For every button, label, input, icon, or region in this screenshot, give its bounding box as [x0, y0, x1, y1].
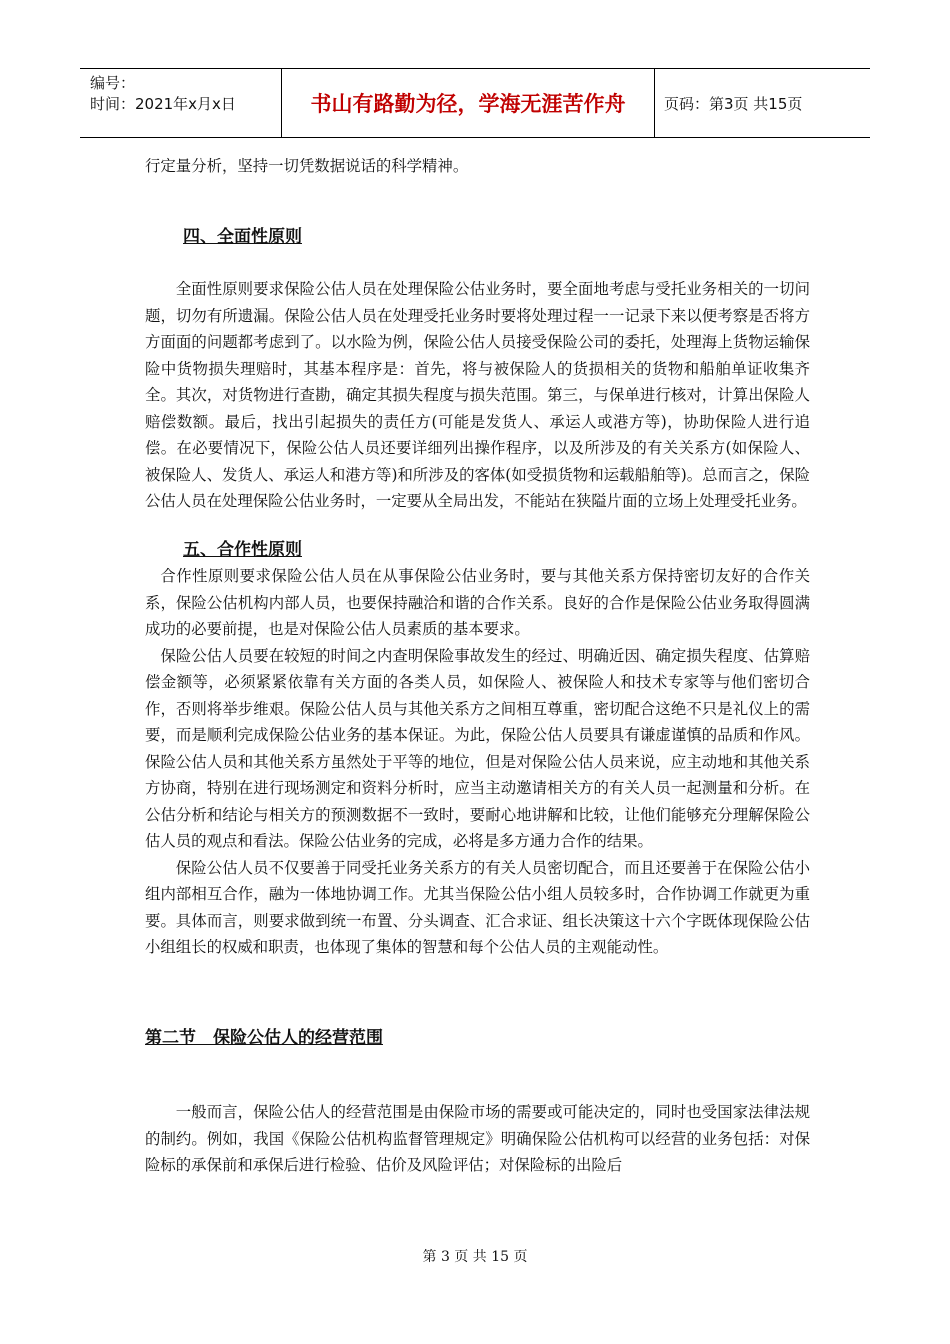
header-date: 时间：2021年x月x日 — [90, 95, 236, 113]
paragraph: 全面性原则要求保险公估人员在处理保险公估业务时，要全面地考虑与受托业务相关的一切问题，切勿有所遗漏。保险公估人员在处理受托业务时要将处理过程一一记录下来以便考察是否将方方面面的问题都考虑到了。以水险为例，保险公估人员接受保险公司的委托，处理海上货物运输保险中货物损失理赔时，其基本程序是：首先，将与被保险人的货损相关的货物和船舶单证收集齐全。其次，对货物进行查勘，确定其损失程度与损失范围。第三，与保单进行核对，计算出保险人赔偿数额。最后，找出引起损失的责任方(可能是发货人、承运人或港方等)，协助保险人进行追偿。在必要情况下，保险公估人员还要详细列出操作程序，以及所涉及的有关关系方(如保险人、被保险人、发货人、承运人和港方等)和所涉及的客体(如受损货物和运载船舶等)。总而言之，保险公估人员在处理保险公估业务时，一定要从全局出发，不能站在狭隘片面的立场上处理受托业务。 — [145, 280, 810, 510]
paragraph-continued: 行定量分析，坚持一切凭数据说话的科学精神。 — [145, 157, 469, 175]
header-page-info: 页码：第3页 共15页 — [664, 94, 803, 113]
heading-cooperation: 五、合作性原则 — [183, 539, 302, 560]
paragraph: 合作性原则要求保险公估人员在从事保险公估业务时，要与其他关系方保持密切友好的合作关系，保险公估机构内部人员，也要保持融洽和谐的合作关系。良好的合作是保险公估业务取得圆满成功的必要前提，也是对保险公估人员素质的基本要求。 — [145, 567, 810, 638]
paragraph: 保险公估人员要在较短的时间之内查明保险事故发生的经过、明确近因、确定损失程度、估算赔偿金额等，必须紧紧依靠有关方面的各类人员，如保险人、被保险人和技术专家等与他们密切合作，否则将举步维艰。保险公估人员与其他关系方之间相互尊重，密切配合这绝不只是礼仪上的需要，而是顺利完成保险公估业务的基本保证。为此，保险公估人员要具有谦虚谨慎的品质和作风。保险公估人员和其他关系方虽然处于平等的地位，但是对保险公估人员来说，应主动地和其他关系方协商，特别在进行现场测定和资料分析时，应当主动邀请相关方的有关人员一起测量和分析。在公估分析和结论与相关方的预测数据不一致时，要耐心地讲解和比较，让他们能够充分理解保险公估人员的观点和看法。保险公估业务的完成，必将是多方通力合作的结果。 — [145, 646, 810, 850]
paragraph: 保险公估人员不仅要善于同受托业务关系方的有关人员密切配合，而且还要善于在保险公估小组内部相互合作，融为一体地协调工作。尤其当保险公估小组人员较多时，合作协调工作就更为重要。具体而言，则要求做到统一布置、分头调查、汇合求证、组长决策这十六个字既体现保险公估小组组长的权威和职责，也体现了集体的智慧和每个公估人员的主观能动性。 — [145, 858, 810, 956]
section-title: 第二节 保险公估人的经营范围 — [145, 1027, 383, 1048]
document-body — [145, 153, 810, 1179]
page-header — [80, 68, 870, 138]
header-meta — [80, 69, 282, 137]
paragraph: 一般而言，保险公估人的经营范围是由保险市场的需要或可能决定的，同时也受国家法律法规的制约。例如，我国《保险公估机构监督管理规定》明确保险公估机构可以经营的业务包括：对保险标的承保前和承保后进行检验、估价及风险评估；对保险标的出险后 — [145, 1103, 810, 1174]
page-footer: 第 3 页 共 15 页 — [422, 1249, 528, 1265]
header-serial: 编号： — [90, 74, 136, 92]
heading-comprehensiveness: 四、全面性原则 — [183, 226, 302, 247]
header-motto: 书山有路勤为径，学海无涯苦作舟 — [282, 69, 655, 137]
